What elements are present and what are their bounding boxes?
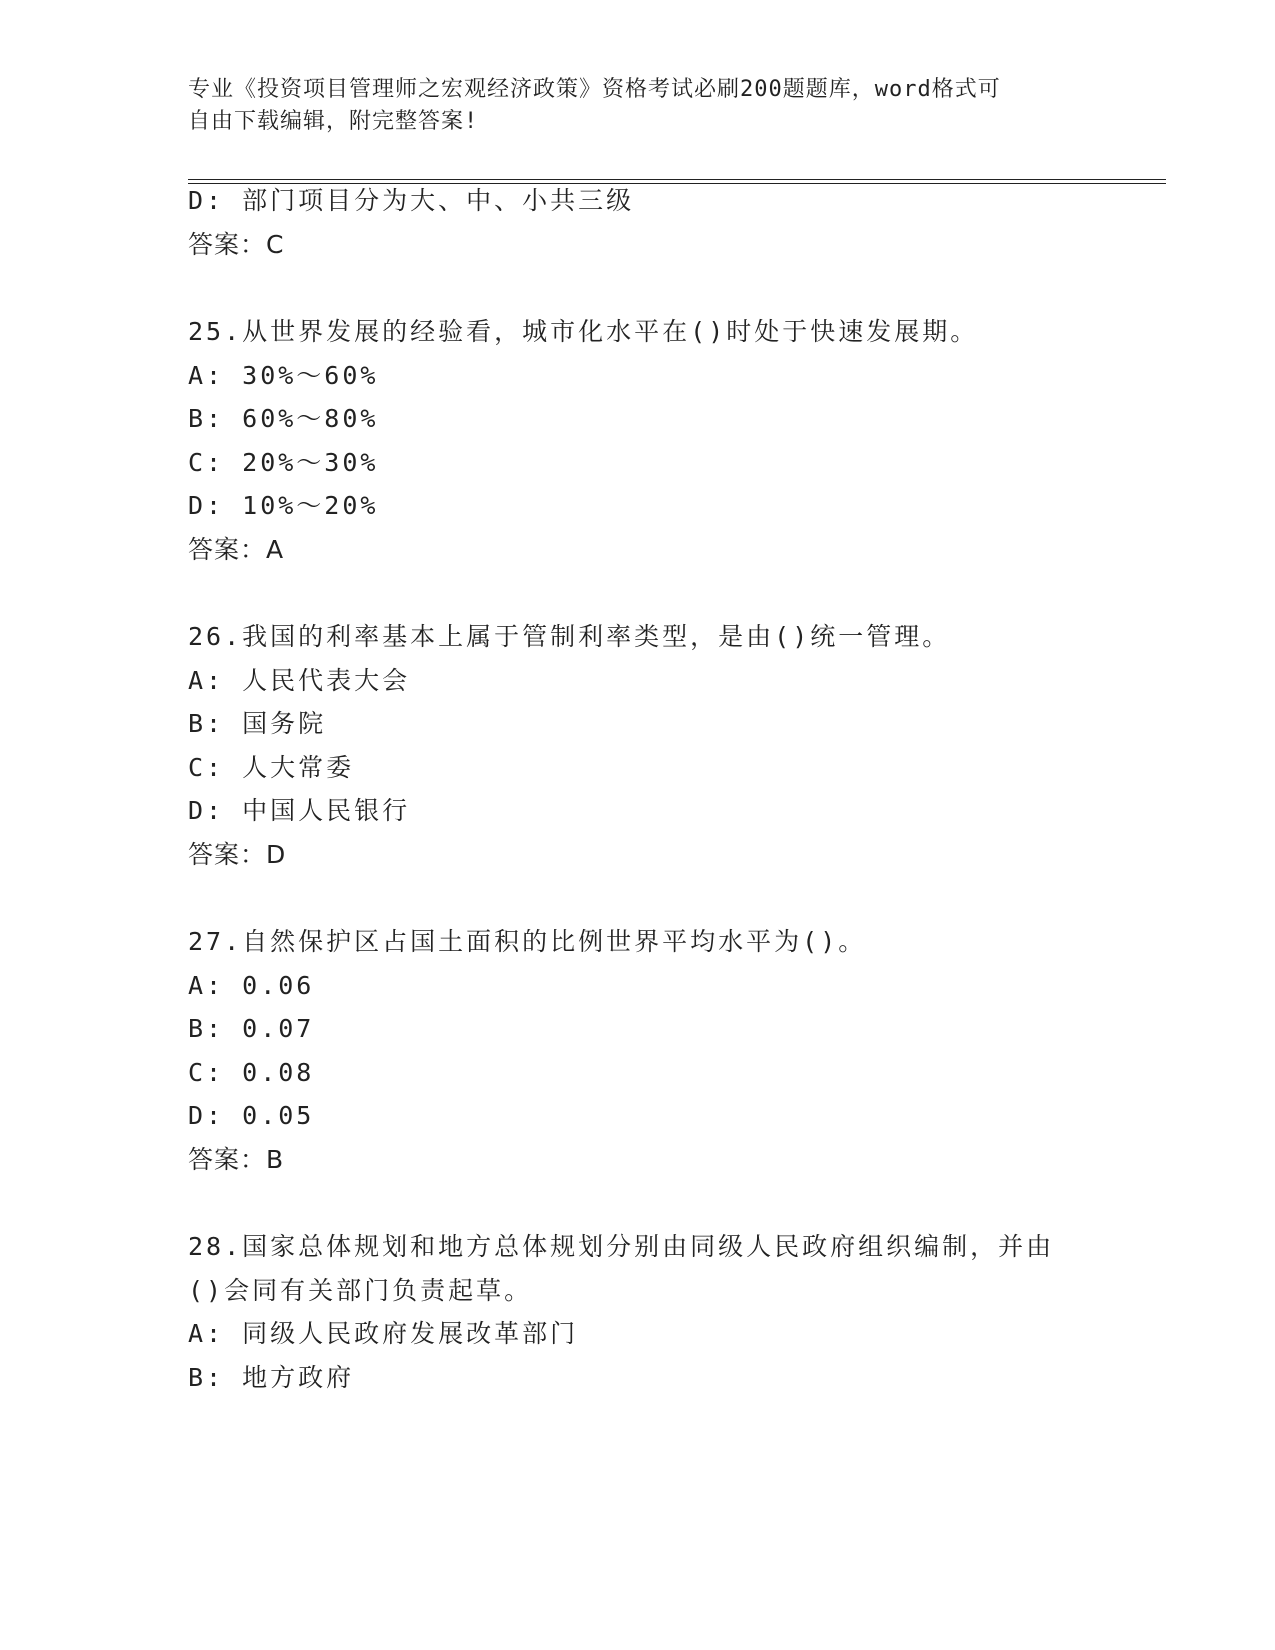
question-28-option-a: A: 同级人民政府发展改革部门 — [188, 1319, 579, 1348]
document-header — [188, 74, 1078, 138]
question-25-option-b: B: 60%～80% — [188, 404, 379, 433]
question-28-stem-line-2: ()会同有关部门负责起草。 — [188, 1276, 533, 1305]
question-27-option-b: B: 0.07 — [188, 1014, 315, 1043]
question-26-option-c: C: 人大常委 — [188, 753, 355, 782]
question-27-option-d: D: 0.05 — [188, 1101, 315, 1130]
question-25-option-d: D: 10%～20% — [188, 491, 379, 520]
question-25-stem: 25.从世界发展的经验看，城市化水平在()时处于快速发展期。 — [188, 317, 979, 346]
question-28-stem-line-1: 28.国家总体规划和地方总体规划分别由同级人民政府组织编制，并由 — [188, 1232, 1055, 1261]
question-27-stem: 27.自然保护区占国土面积的比例世界平均水平为()。 — [188, 927, 867, 956]
question-27-answer: 答案：B — [188, 1145, 285, 1174]
question-25-option-c: C: 20%～30% — [188, 448, 379, 477]
header-title-line-1: 专业《投资项目管理师之宏观经济政策》资格考试必刷200题题库，word格式可 — [188, 77, 1001, 102]
question-25-option-a: A: 30%～60% — [188, 361, 379, 390]
header-title-line-2: 自由下载编辑，附完整答案! — [188, 109, 479, 134]
question-28-option-b: B: 地方政府 — [188, 1363, 355, 1392]
question-26-option-a: A: 人民代表大会 — [188, 666, 411, 695]
question-26-option-b: B: 国务院 — [188, 709, 327, 738]
question-26-option-d: D: 中国人民银行 — [188, 796, 411, 825]
question-25-answer: 答案：A — [188, 535, 285, 564]
question-27-option-c: C: 0.08 — [188, 1058, 315, 1087]
question-24-answer: 答案：C — [188, 230, 285, 259]
question-27-option-a: A: 0.06 — [188, 971, 315, 1000]
question-26-answer: 答案：D — [188, 840, 287, 869]
question-24-option-d: D: 部门项目分为大、中、小共三级 — [188, 186, 635, 215]
question-26-stem: 26.我国的利率基本上属于管制利率类型，是由()统一管理。 — [188, 622, 951, 651]
